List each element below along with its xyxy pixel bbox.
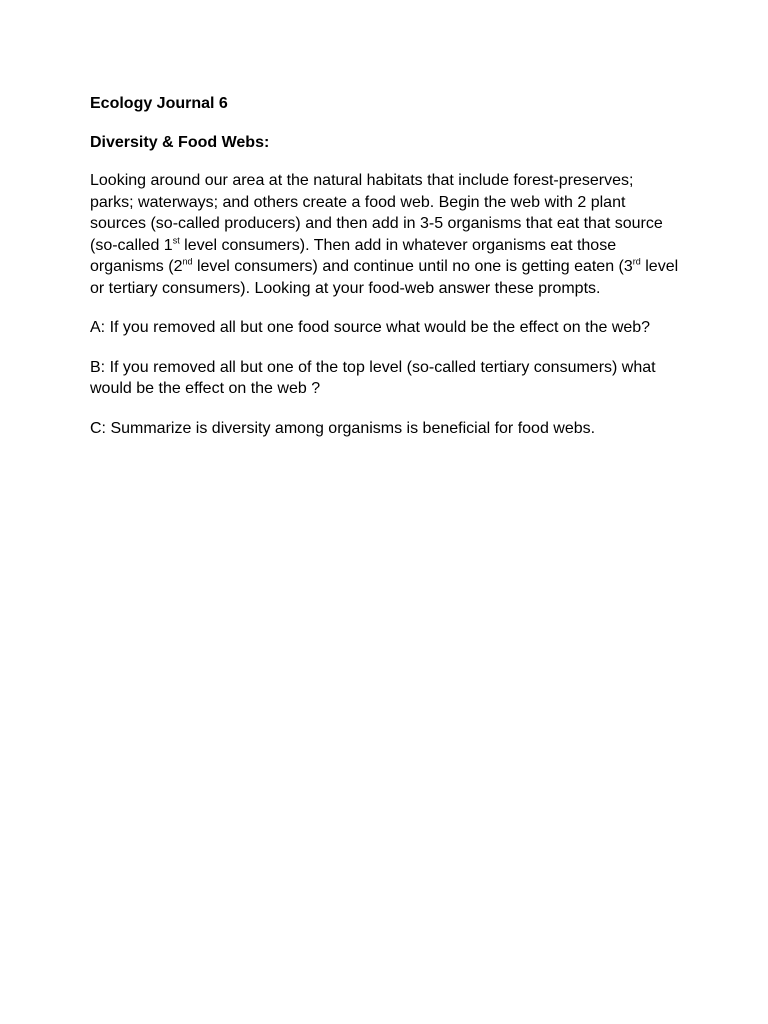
superscript-nd: nd [182,256,193,267]
section-heading: Diversity & Food Webs: [90,133,270,151]
prompt-c: C: Summarize is diversity among organisms is beneficial for food webs. [90,419,596,437]
intro-text-4: level or tertiary consumers). Looking at your food-web answer these prompts. [90,258,679,297]
superscript-st: st [172,235,180,246]
document-title: Ecology Journal 6 [90,95,228,112]
intro-paragraph [90,170,680,299]
intro-text-2: level consumers). Then add in whatever organisms eat those organisms (2 [90,236,617,275]
document-page [90,93,680,457]
intro-text-3: level consumers) and continue until no one is getting eaten (3 [192,258,633,275]
intro-text-1: Looking around our area at the natural habitats that include forest-preserves; parks; waterways; and others create a food web. Begin the web with 2 plant sources (so-called producers) and then add in 3-5 organisms that eat that source (so-called 1 [90,172,663,254]
superscript-rd: rd [632,256,641,267]
prompt-b: B: If you removed all but one of the top level (so-called tertiary consumers) what would be the effect on the web ? [90,358,656,397]
prompt-a: A: If you removed all but one food source what would be the effect on the web? [90,319,651,336]
